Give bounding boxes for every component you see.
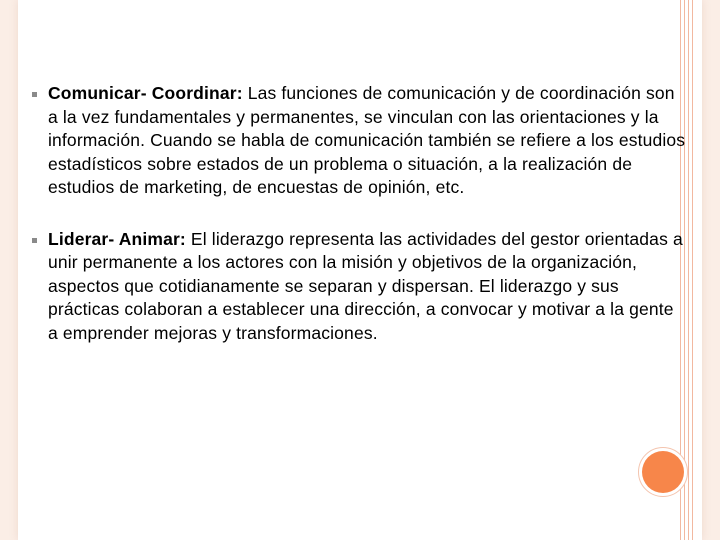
bullet-paragraph: [48, 228, 686, 346]
decorative-line: [692, 0, 693, 540]
bullet-body: El liderazgo representa las actividades del gestor orientadas a unir permanente a los actores con la misión y objetivos de la organización, aspectos que cotidianamente se separan y dispersan. El liderazgo y sus prácticas colaboran a establecer una dirección, a convocar y motivar a la gente a emprender mejoras y transformaciones.: [48, 228, 683, 343]
bullet-item-liderar: [26, 228, 686, 346]
bullet-term: Comunicar- Coordinar:: [48, 83, 243, 103]
bullet-paragraph: [48, 82, 686, 200]
bullet-body: Las funciones de comunicación y de coordinación son a la vez fundamentales y permanentes, se vinculan con las orientaciones y la información. Cuando se habla de comunicación también se refiere a los estudios estadísticos sobre estados de un problema o situación, a la realización de estudios de marketing, de encuestas de opinión, etc.: [48, 83, 686, 197]
decorative-line: [688, 0, 689, 540]
bullet-item-comunicar: [26, 82, 686, 200]
bullet-square-icon: [32, 92, 37, 97]
decorative-circle: [642, 451, 684, 493]
bullet-square-icon: [32, 238, 37, 243]
bullet-term: Liderar- Animar:: [48, 228, 186, 249]
slide-content: [26, 82, 686, 373]
